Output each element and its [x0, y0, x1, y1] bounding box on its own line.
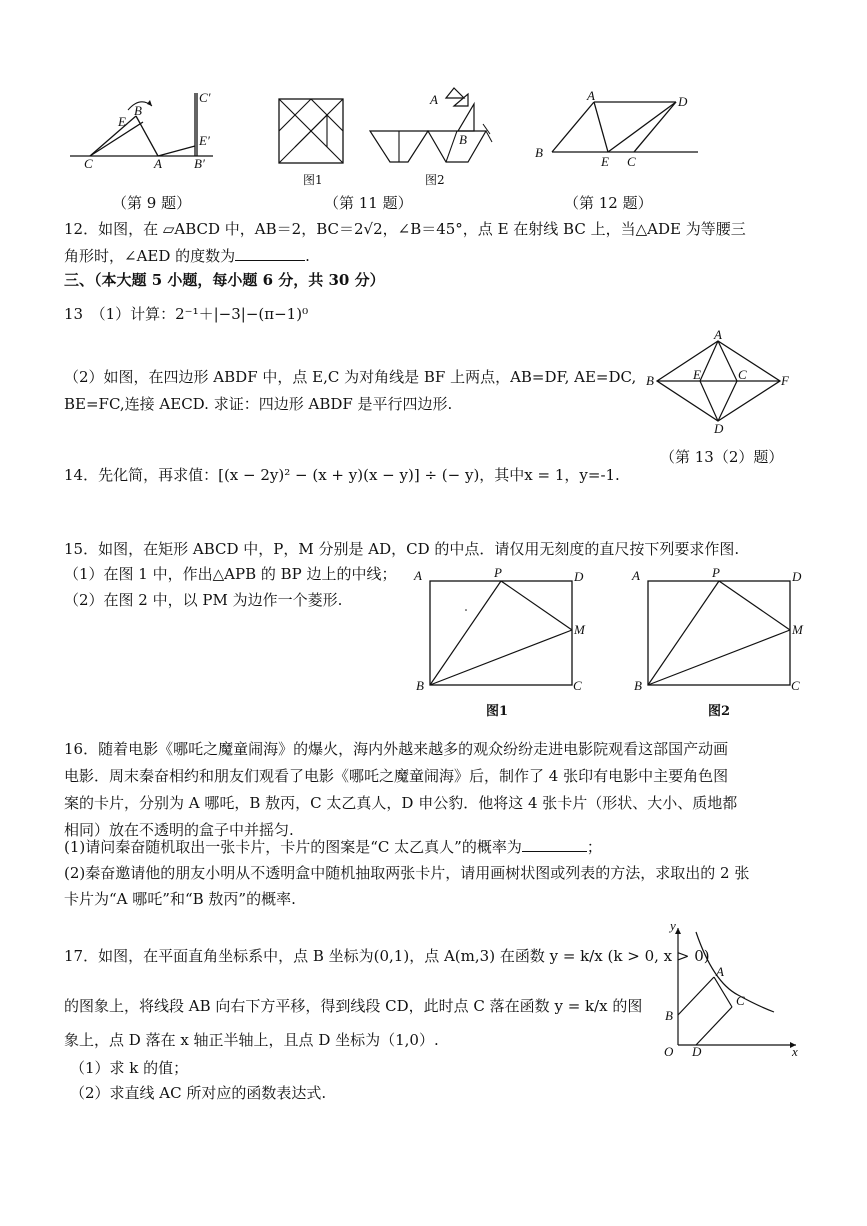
q11-figure2	[368, 84, 498, 168]
q17-label: O	[664, 1044, 674, 1059]
q15-fig1-caption: 图1	[486, 704, 509, 719]
q11-label: A	[430, 92, 438, 107]
q9-label: B	[134, 103, 142, 118]
q15-fig1-label: C	[573, 678, 582, 693]
q12-answer-blank	[235, 244, 305, 261]
q12-label: E	[601, 154, 609, 169]
q11-figure1	[278, 98, 344, 164]
q11-fig1-caption: 图1	[303, 173, 323, 187]
q17-text-line2: 的图象上，将线段 AB 向右下方平移，得到线段 CD，此时点 C 落在函数 y = k/x 的图	[64, 997, 643, 1015]
q15-fig2-label: M	[792, 622, 803, 637]
q17-label: B	[665, 1008, 673, 1023]
q13-2-caption: （第 13（2）题）	[660, 448, 784, 466]
q15-fig1-label: P	[494, 565, 502, 580]
q15-fig1-label: B	[416, 678, 424, 693]
q17-label: x	[792, 1044, 798, 1059]
q15-fig2-label: A	[632, 568, 640, 583]
q9-label: B′	[194, 156, 205, 171]
q13-figure	[645, 327, 795, 436]
q12-label: C	[627, 154, 636, 169]
q17-text-line1: 17．如图，在平面直角坐标系中，点 B 坐标为(0,1)，点 A(m,3) 在函数 y = k/x (k > 0, x > 0)	[64, 947, 710, 965]
q13-label: C	[738, 367, 747, 382]
q11-caption: （第 11 题）	[324, 194, 413, 212]
q15-fig2-label: B	[634, 678, 642, 693]
q12-figure	[532, 90, 702, 170]
q16-part2-line2: 卡片为“A 哪吒”和“B 敖丙”的概率.	[64, 890, 296, 908]
q17-part2: （2）求直线 AC 所对应的函数表达式.	[70, 1084, 327, 1102]
q15-text-line2: （1）在图 1 中，作出△APB 的 BP 边上的中线；	[64, 565, 397, 583]
section-3-heading: 三、（本大题 5 小题，每小题 6 分，共 30 分）	[64, 271, 385, 289]
q9-figure	[68, 88, 218, 171]
q16-answer-blank	[522, 837, 587, 852]
q16-text-line4: 相同）放在不透明的盒子中并摇匀.	[64, 821, 294, 839]
q15-fig1-label: D	[574, 569, 584, 584]
q17-label: y	[670, 918, 676, 933]
q13-part2-line1: （2）如图，在四边形 ABDF 中，点 E,C 为对角线是 BF 上两点，AB=DF, AE=DC,	[64, 368, 637, 386]
q13-part2-line2: BE=FC,连接 AECD. 求证：四边形 ABDF 是平行四边形.	[64, 395, 453, 413]
q17-text-line3: 象上，点 D 落在 x 轴正半轴上，且点 D 坐标为（1,0）.	[64, 1031, 439, 1049]
q12-label: D	[678, 94, 688, 109]
q16-text-line2: 电影．周末秦奋相约和朋友们观看了电影《哪吒之魔童闹海》后，制作了 4 张印有电影中主要角色图	[64, 767, 729, 785]
q17-label: C	[736, 993, 745, 1008]
q12-text-line2	[64, 244, 310, 267]
q17-part1: （1）求 k 的值；	[70, 1059, 189, 1077]
q9-label: E	[118, 114, 126, 129]
q15-figure2	[628, 566, 808, 696]
q9-caption: （第 9 题）	[112, 194, 192, 212]
q11-fig2-caption: 图2	[425, 173, 445, 187]
q11-label: B	[459, 132, 467, 147]
q13-label: E	[693, 367, 701, 382]
q16-part2-line1: (2)秦奋邀请他的朋友小明从不透明盒中随机抽取两张卡片，请用画树状图或列表的方法，求取出的 2 张	[64, 864, 750, 882]
q9-label: C′	[199, 90, 211, 105]
q12-label: B	[535, 145, 543, 160]
q12-caption: （第 12 题）	[564, 194, 653, 212]
q13-label: D	[714, 421, 724, 436]
q12-text-line2-post: .	[305, 247, 310, 265]
q16-part1	[64, 836, 602, 858]
q17-label: A	[716, 964, 724, 979]
q13-part1: 13 （1）计算：2⁻¹＋|−3|−(π−1)⁰	[64, 305, 309, 323]
q13-label: F	[781, 373, 789, 388]
q16-part1-post: ；	[586, 838, 602, 856]
q12-text-line1: 12．如图，在 ▱ABCD 中，AB＝2，BC＝2√2，∠B＝45°，点 E 在射线 BC 上，当△ADE 为等腰三	[64, 220, 746, 238]
q13-label: B	[646, 373, 654, 388]
q9-label: E′	[199, 133, 210, 148]
q15-text-line1: 15．如图，在矩形 ABCD 中，P，M 分别是 AD，CD 的中点．请仅用无刻度的直尺按下列要求作图.	[64, 540, 740, 558]
q15-fig1-label: M	[574, 622, 585, 637]
q9-label: C	[84, 156, 93, 171]
q17-figure	[658, 920, 808, 1060]
q15-text-line3: （2）在图 2 中，以 PM 为边作一个菱形.	[64, 591, 343, 609]
q15-figure1	[410, 566, 590, 696]
q16-text-line3: 案的卡片，分别为 A 哪吒，B 敖丙，C 太乙真人，D 申公豹．他将这 4 张卡片（形状、大小、质地都	[64, 794, 738, 812]
q14-text: 14．先化简，再求值：[(x − 2y)² − (x + y)(x − y)] ÷ (− y)，其中x = 1，y=-1.	[64, 466, 620, 484]
q15-fig2-caption: 图2	[708, 704, 731, 719]
q15-fig2-label: D	[792, 569, 802, 584]
q15-fig2-label: C	[791, 678, 800, 693]
q16-text-line1: 16．随着电影《哪吒之魔童闹海》的爆火，海内外越来越多的观众纷纷走进电影院观看这部国产动画	[64, 740, 729, 758]
q15-fig2-label: P	[712, 565, 720, 580]
q12-label: A	[587, 88, 595, 103]
q12-text-line2-pre: 角形时，∠AED 的度数为	[64, 247, 236, 265]
q17-label: D	[692, 1044, 702, 1059]
q16-part1-pre: (1)请问秦奋随机取出一张卡片，卡片的图案是“C 太乙真人”的概率为	[64, 838, 522, 856]
q9-label: A	[154, 156, 162, 171]
q13-label: A	[714, 327, 722, 342]
q15-fig1-label: A	[414, 568, 422, 583]
